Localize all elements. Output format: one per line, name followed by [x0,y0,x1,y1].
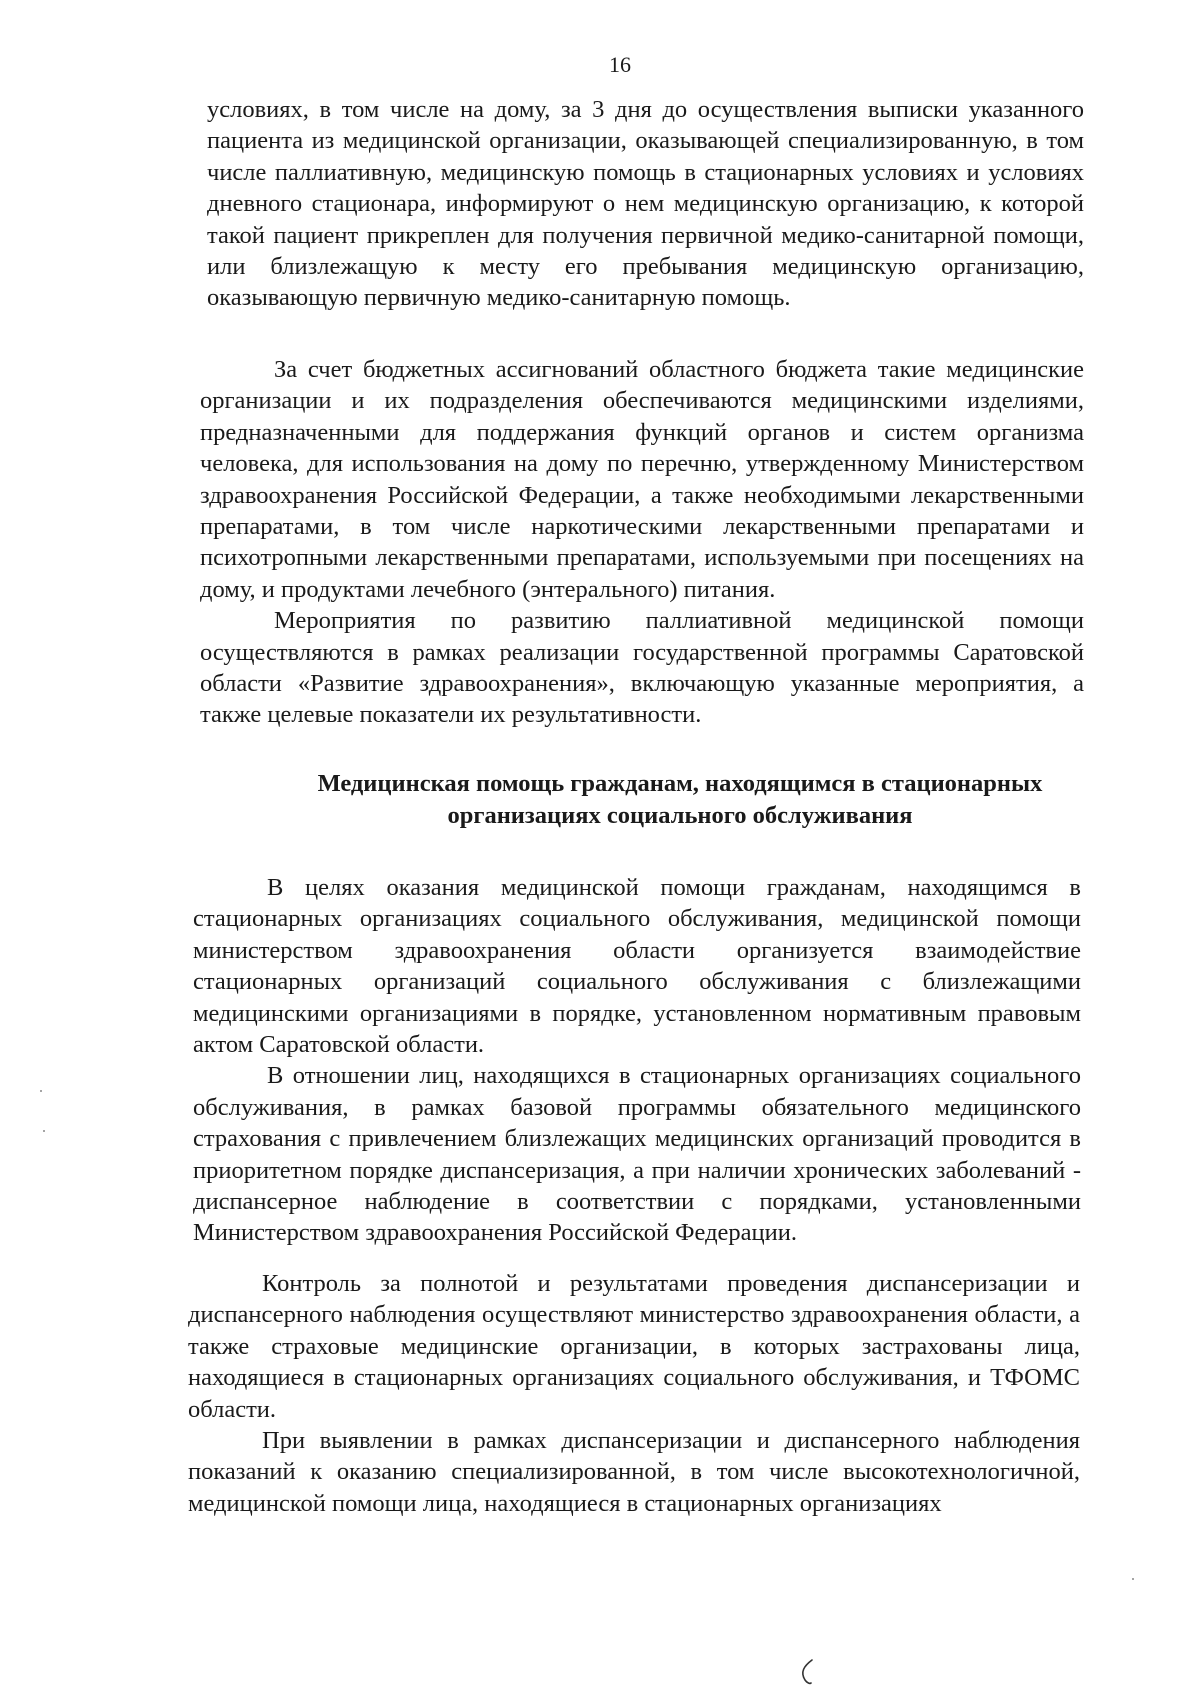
paragraph-palliative-measures: Мероприятия по развитию паллиативной медицинской помощи осуществляются в рамках реализации государственной программы Саратовской области «Развитие здравоохранения», включающую указанные мероприятия, а также целевые показатели их результативности. [200,607,1084,729]
scan-speck [1132,1578,1134,1580]
paragraph-control: Контроль за полнотой и результатами проведения диспансеризации и диспансерного наблюдения осуществляют министерство здравоохранения области, а также страховые медицинские организации, в которых застрахованы лица, находящиеся в стационарных организациях социального обслуживания, и ТФОМС области. [188,1270,1080,1423]
scan-speck [43,1130,45,1132]
section-heading [207,768,1153,832]
paragraph-group-social-care [193,872,1081,1249]
paragraph-continuation: условиях, в том числе на дому, за 3 дня до осуществления выписки указанного пациента из медицинской организации, оказывающей специализированную, в том числе паллиативную, медицинскую помощь в стационарных условиях и условиях дневного стационара, информируют о нем медицинскую организацию, к которой такой пациент прикреплен для получения первичной медико-санитарной помощи, или близлежащую к месту его пребывания медицинскую организацию, оказывающую первичную медико-санитарную помощь. [207,96,1084,312]
handwritten-mark-icon [796,1656,820,1686]
section-heading-line-1: Медицинская помощь гражданам, находящимся в стационарных [317,770,1043,797]
scan-speck [40,1090,42,1092]
paragraph-continuation-block [207,94,1084,314]
paragraph-medical-aid-goals: В целях оказания медицинской помощи гражданам, находящимся в стационарных организациях социального обслуживания, медицинской помощи министерством здравоохранения области организуется взаимодействие стационарных организаций социального обслуживания с близлежащими медицинскими организациями в порядке, установленном нормативным правовым актом Саратовской области. [193,874,1081,1059]
paragraph-specialized-care: При выявлении в рамках диспансеризации и диспансерного наблюдения показаний к оказанию специализированной, в том числе высокотехнологичной, медицинской помощи лица, находящиеся в стационарных организациях [188,1427,1080,1517]
paragraph-screening: В отношении лиц, находящихся в стационарных организациях социального обслуживания, в рамках базовой программы обязательного медицинского страхования с привлечением близлежащих медицинских организаций проводится в приоритетном порядке диспансеризация, а при наличии хронических заболеваний - диспансерное наблюдение в соответствии с порядками, установленными Министерством здравоохранения Российской Федерации. [193,1062,1081,1247]
paragraph-budget-funding: За счет бюджетных ассигнований областного бюджета такие медицинские организации и их подразделения обеспечиваются медицинскими изделиями, предназначенными для поддержания функций органов и систем организма человека, для использования на дому по перечню, утвержденному Министерством здравоохранения Российской Федерации, а также необходимыми лекарственными препаратами, в том числе наркотическими лекарственными препаратами и психотропными лекарственными препаратами, используемыми при посещениях на дому, и продуктами лечебного (энтерального) питания. [200,356,1084,603]
paragraph-group-palliative [200,354,1084,731]
paragraph-group-control [188,1268,1080,1519]
page-number: 16 [609,52,631,77]
section-heading-line-2: организациях социального обслуживания [447,802,913,829]
